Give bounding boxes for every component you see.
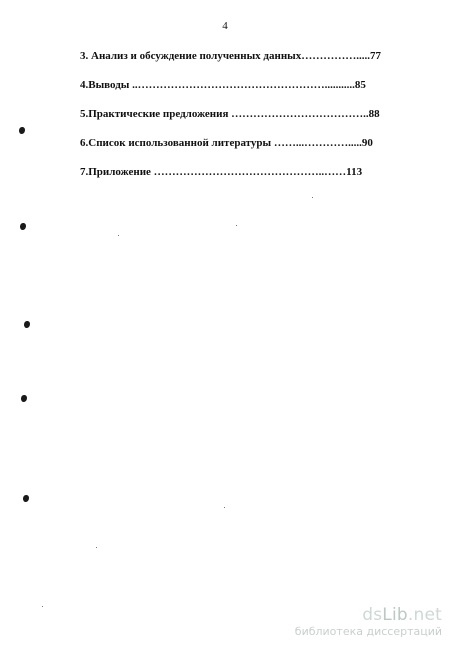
watermark [295, 605, 442, 639]
scan-speck [96, 547, 97, 548]
watermark-logo-net: .net [407, 605, 442, 625]
scan-speck [42, 606, 43, 607]
binder-hole-mark [19, 127, 25, 134]
scan-speck [236, 225, 237, 226]
watermark-logo [295, 605, 442, 625]
toc-entry-6: 6.Список использованной литературы ……...………….....90 [80, 137, 373, 149]
toc-entry-5: 5.Практические предложения ………………………………..88 [80, 108, 380, 120]
binder-hole-mark [23, 495, 29, 502]
watermark-tagline: библиотека диссертаций [294, 625, 442, 638]
watermark-logo-lib: Lib [382, 605, 408, 625]
watermark-logo-ds: ds [362, 605, 383, 625]
binder-hole-mark [21, 395, 27, 402]
table-of-contents [80, 50, 400, 195]
toc-entry-7: 7.Приложение ………………………………………..……113 [80, 166, 363, 178]
toc-entry-3: 3. Анализ и обсуждение полученных данных…………….....77 [80, 50, 382, 62]
scan-speck [224, 507, 225, 508]
page-number: 4 [222, 20, 228, 32]
binder-hole-mark [20, 223, 26, 230]
toc-entry-4: 4.Выводы ..……………………………………………...........85 [80, 79, 366, 91]
scan-speck [118, 235, 119, 236]
scan-speck [312, 197, 313, 198]
binder-hole-mark [24, 321, 30, 328]
